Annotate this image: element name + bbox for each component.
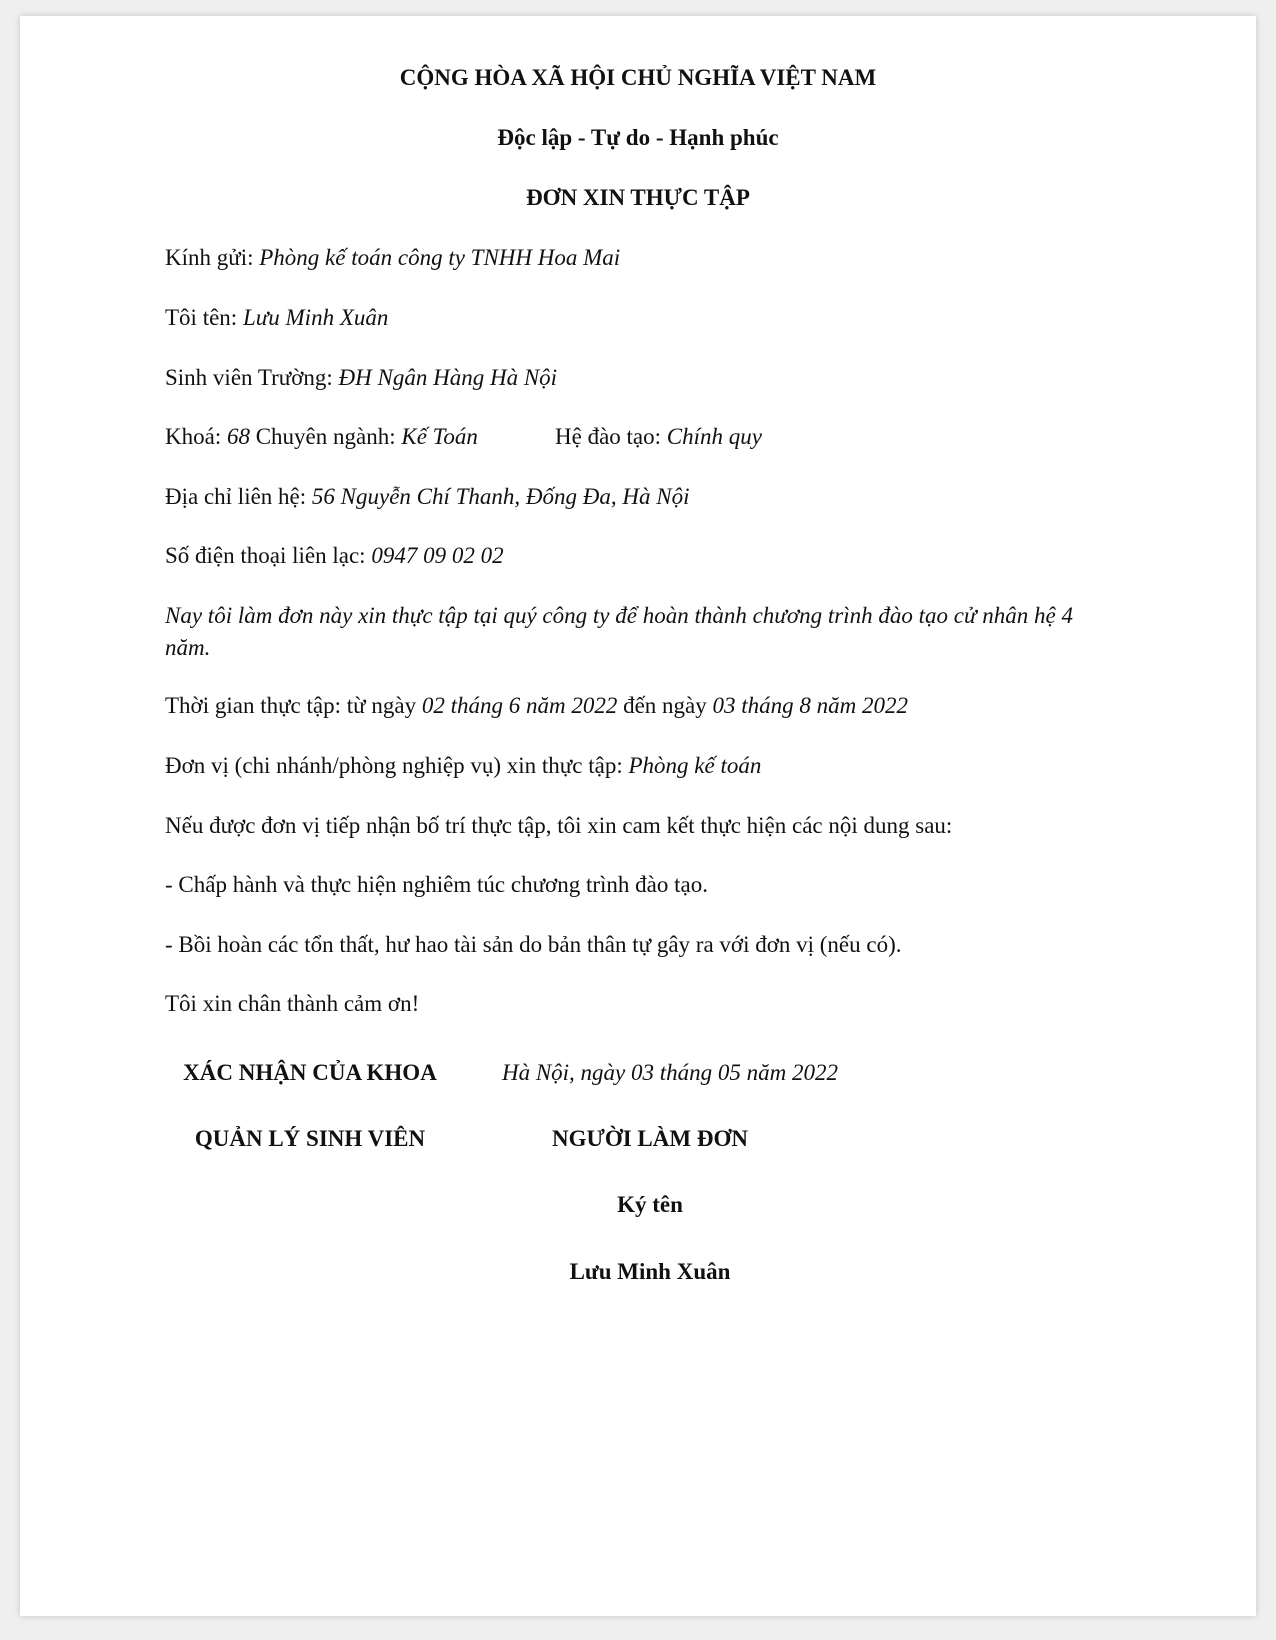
phone-label: Số điện thoại liên lạc: — [165, 543, 372, 568]
commit-item-2: - Bồi hoàn các tổn thất, hư hao tài sản do bản thân tự gây ra với đơn vị (nếu có). — [165, 932, 902, 957]
period-mid: đến ngày — [617, 693, 713, 718]
applicant-name: Lưu Minh Xuân — [569, 1259, 731, 1284]
recipient-line — [165, 242, 620, 274]
period-label: Thời gian thực tập: từ ngày — [165, 693, 422, 718]
address-label: Địa chỉ liên hệ: — [165, 484, 312, 509]
course-value: 68 — [226, 424, 250, 449]
major-value: Kế Toán — [401, 424, 478, 449]
request-paragraph: Nay tôi làm đơn này xin thực tập tại quý công ty để hoàn thành chương trình đào tạo cử nhân hệ 4 năm. — [165, 603, 1073, 660]
school-line — [165, 362, 557, 394]
course-label: Khoá: — [165, 424, 227, 449]
sign-label: Ký tên — [617, 1192, 683, 1217]
unit-value: Phòng kế toán — [628, 753, 762, 778]
commit-intro: Nếu được đơn vị tiếp nhận bố trí thực tập, tôi xin cam kết thực hiện các nội dung sau: — [165, 813, 953, 838]
program-label: Hệ đào tạo: — [555, 424, 667, 449]
address-line — [165, 481, 690, 513]
thanks-line: Tôi xin chân thành cảm ơn! — [165, 991, 420, 1016]
period-end: 03 tháng 8 năm 2022 — [712, 693, 908, 718]
date-place: Hà Nội, ngày 03 tháng 05 năm 2022 — [501, 1060, 839, 1085]
unit-line — [165, 750, 761, 782]
course-line — [165, 421, 478, 453]
period-line — [165, 690, 908, 722]
commit-item-1: - Chấp hành và thực hiện nghiêm túc chương trình đào tạo. — [165, 872, 708, 897]
major-label: Chuyên ngành: — [249, 424, 402, 449]
phone-value: 0947 09 02 02 — [371, 543, 504, 568]
period-start: 02 tháng 6 năm 2022 — [421, 693, 618, 718]
nation-heading: CỘNG HÒA XÃ HỘI CHỦ NGHĨA VIỆT NAM — [399, 65, 877, 90]
document-title: ĐƠN XIN THỰC TẬP — [526, 185, 750, 210]
recipient-label: Kính gửi: — [165, 245, 260, 270]
program-value: Chính quy — [666, 424, 762, 449]
name-value: Lưu Minh Xuân — [242, 305, 389, 330]
name-line — [165, 302, 388, 334]
school-label: Sinh viên Trường: — [165, 365, 339, 390]
applicant-heading: NGƯỜI LÀM ĐƠN — [552, 1126, 748, 1151]
faculty-confirm-subheading: QUẢN LÝ SINH VIÊN — [194, 1126, 426, 1151]
unit-label: Đơn vị (chi nhánh/phòng nghiệp vụ) xin thực tập: — [165, 753, 629, 778]
document-page — [20, 16, 1256, 1616]
phone-line — [165, 540, 504, 572]
recipient-value: Phòng kế toán công ty TNHH Hoa Mai — [259, 245, 621, 270]
faculty-confirm-heading: XÁC NHẬN CỦA KHOA — [183, 1060, 437, 1085]
name-label: Tôi tên: — [165, 305, 243, 330]
school-value: ĐH Ngân Hàng Hà Nội — [338, 365, 558, 390]
program-line — [555, 421, 762, 453]
motto-heading: Độc lập - Tự do - Hạnh phúc — [497, 125, 779, 150]
address-value: 56 Nguyễn Chí Thanh, Đống Đa, Hà Nội — [311, 484, 690, 509]
